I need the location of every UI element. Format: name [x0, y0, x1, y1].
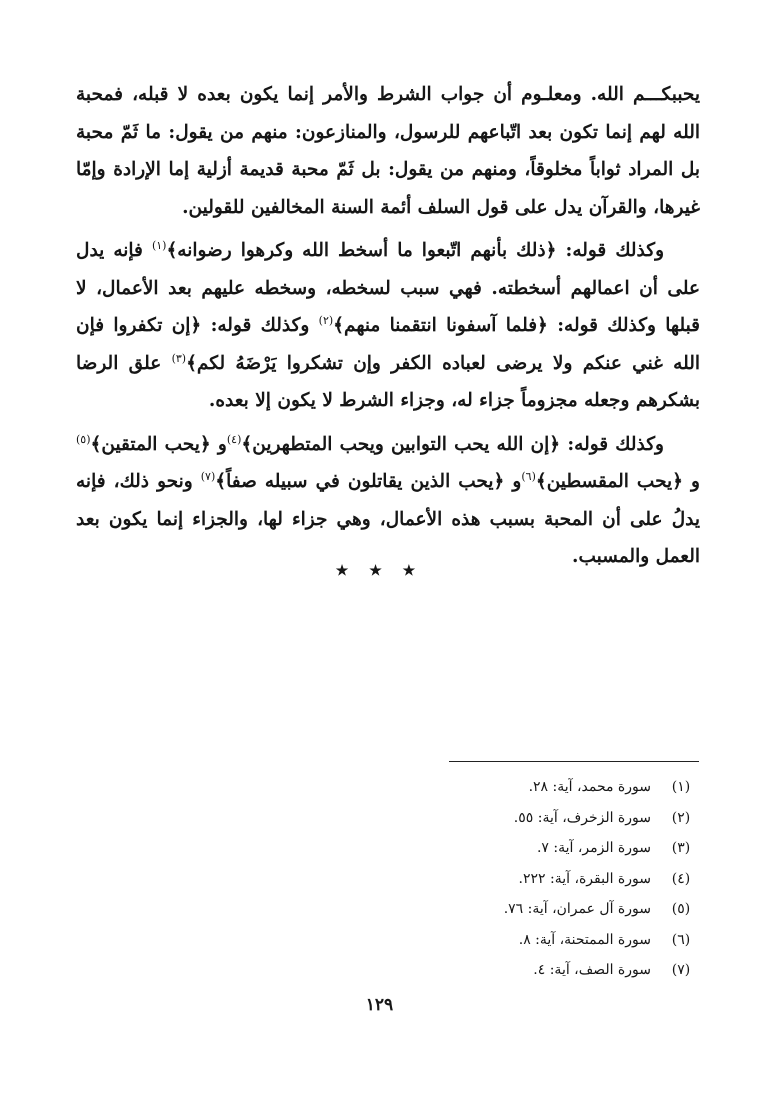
footnote-number: (٧) [671, 962, 691, 978]
footnote-text: سورة الزمر، آية: ٧. [536, 840, 651, 856]
main-text [76, 76, 700, 576]
paragraph-1: يحببكـــم الله. ومعلـوم أن جواب الشرط والأمر إنما يكون بعده لا قبله، فمحبة الله لهم إنما تكون بعد اتّباعهم للرسول، والمنازعون: منهم من يقول: ما ثَمّ محبة بل المراد ثواباً مخلوقاً، ومنهم من يقول: بل ثَمّ محبة قديمة أزلية إما الإرادة وإمّا غيرها، والقرآن يدل على قول السلف أئمة السنة المخالفين للقولين. [76, 84, 700, 218]
paragraph-2-text: علق الرضا بشكرهم وجعله مجزوماً جزاء له، وجزاء الشرط لا يكون إلا بعده. [76, 352, 700, 411]
paragraph-2-text: فإنه يدل على أن اعمالهم أسخطته. فهي سبب لسخطه، وسخطه عليهم بعد الأعمال، لا قبلها وكذلك قوله: ﴿فلما آسفونا انتقمنا منهم﴾ [76, 240, 701, 336]
paragraph-2 [76, 232, 700, 420]
footnote-ref-6[interactable]: (٦) [521, 469, 536, 483]
paragraph-3-text: وكذلك قوله: ﴿إن الله يحب التوابين ويحب المتطهرين﴾ [241, 433, 664, 455]
footnote-item [441, 955, 701, 986]
footnote-number: (٤) [671, 870, 691, 887]
paragraph-2-text: وكذلك قوله: ﴿إن تكفروا فإن الله غني عنكم ولا يرضى لعباده الكفر وإن تشكروا يَرْضَهُ لكم﴾ [76, 315, 701, 374]
footnote-text: سورة البقرة، آية: ٢٢٢. [518, 870, 651, 887]
footnote-item [441, 833, 701, 864]
footnote-number: (٦) [671, 931, 691, 948]
section-separator: ★ ★ ★ [335, 563, 424, 579]
footnote-ref-5[interactable]: (٥) [76, 432, 91, 446]
footnotes [441, 772, 701, 986]
footnote-text: سورة الزخرف، آية: ٥٥. [513, 809, 651, 826]
footnote-number: (٣) [671, 840, 691, 856]
footnote-ref-1[interactable]: (١) [151, 238, 167, 252]
footnote-item [441, 925, 701, 956]
paragraph-3-text: و ﴿يحب الذين يقاتلون في سبيله صفاً﴾ [215, 471, 522, 492]
page-number: ١٢٩ [365, 995, 394, 1015]
paragraph-3-text: و ﴿يحب المقسطين﴾ [535, 471, 700, 492]
footnote-text: سورة الصف، آية: ٤. [533, 962, 651, 978]
paragraph-3 [76, 426, 700, 576]
footnote-item [441, 864, 701, 895]
footnote-ref-4[interactable]: (٤) [226, 432, 242, 446]
paragraph-3-text: و ﴿يحب المتقين﴾ [90, 433, 227, 455]
footnote-text: سورة آل عمران، آية: ٧٦. [503, 901, 651, 917]
footnote-number: (٥) [671, 901, 691, 917]
footnote-ref-2[interactable]: (٢) [318, 313, 334, 327]
footnote-ref-7[interactable]: (٧) [200, 469, 216, 483]
footnote-number: (٢) [671, 809, 691, 826]
footnote-text: سورة الممتحنة، آية: ٨. [518, 931, 651, 948]
footnote-text: سورة محمد، آية: ٢٨. [528, 779, 651, 795]
footnote-item [441, 803, 701, 834]
paragraph-3-text: ونحو ذلك، فإنه يدلُ على أن المحبة بسبب هذه الأعمال، وهي جزاء لها، والجزاء إنما يكون بعد العمل والمسبب. [76, 471, 700, 567]
footnote-item [441, 894, 701, 925]
paragraph-2-text: وكذلك قوله: ﴿ذلك بأنهم اتّبعوا ما أسخط الله وكرهوا رضوانه﴾ [166, 240, 664, 261]
footnote-divider [449, 761, 699, 762]
footnote-number: (١) [671, 779, 691, 795]
footnote-ref-3[interactable]: (٣) [171, 351, 187, 365]
footnote-item [441, 772, 701, 803]
